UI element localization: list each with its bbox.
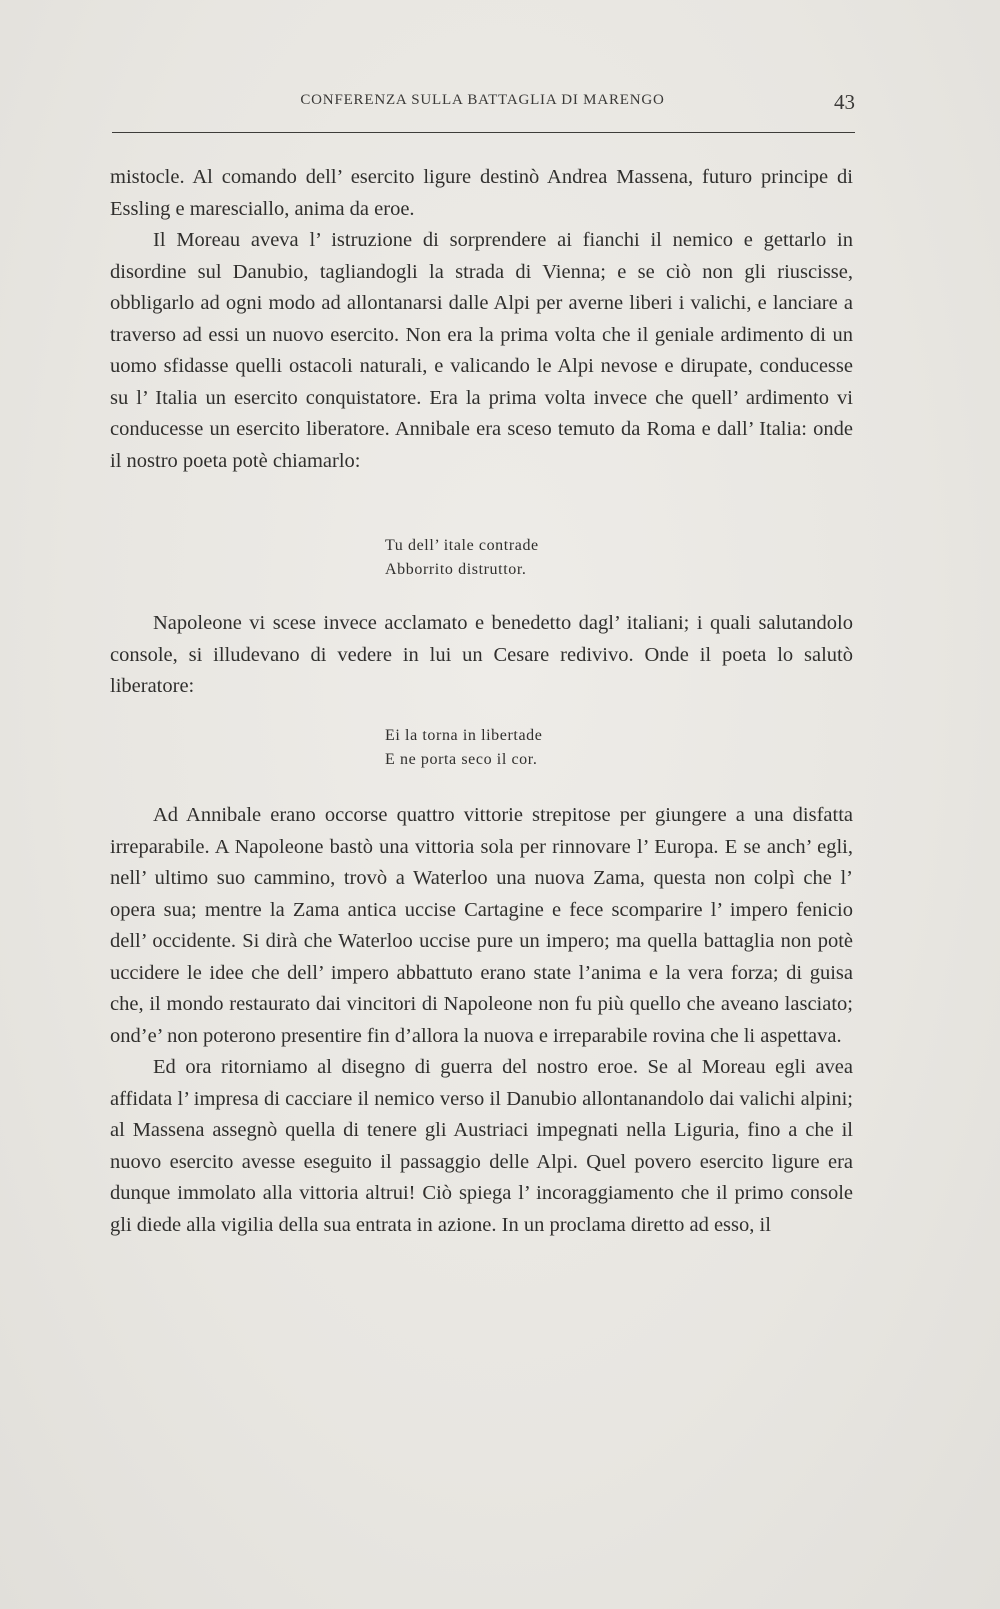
verse-line: Tu dell’ itale contrade: [385, 537, 539, 554]
header-rule: [112, 132, 855, 133]
verse-quote-1: [385, 534, 539, 582]
page-number: 43: [834, 90, 855, 114]
paragraph: Napoleone vi scese invece acclamato e benedetto dagl’ italiani; i quali salutandolo console, si illudevano di vedere in lui un Cesare redivivo. Onde il poeta lo salutò liberatore:: [110, 612, 853, 697]
text-block-1: [110, 162, 853, 477]
verse-line: E ne porta seco il cor.: [385, 751, 538, 768]
paragraph: Ad Annibale erano occorse quattro vittorie strepitose per giungere a una disfatta irreparabile. A Napoleone bastò una vittoria sola per rinnovare l’ Europa. E se anch’ egli, nell’ ultimo suo cammino, trovò a Waterloo una nuova Zama, questa non colpì che l’ opera sua; mentre la Zama antica uccise Cartagine e fece scomparire l’ impero fenicio dell’ occidente. Si dirà che Waterloo uccise pure un impero; ma quella battaglia non potè uccidere le idee che dell’ impero abbattuto erano state l’anima e la vera forza; di guisa che, il mondo restaurato dai vincitori di Napoleone non fu più quello che aveano lasciato; ond’e’ non poterono presentire fin d’allora la nuova e irreparabile rovina che li aspettava.: [110, 804, 853, 1047]
paragraph: mistocle. Al comando dell’ esercito ligure destinò Andrea Massena, futuro principe di Essling e maresciallo, anima da eroe.: [110, 166, 853, 220]
page-header: [110, 92, 855, 122]
paragraph: Il Moreau aveva l’ istruzione di sorprendere ai fianchi il nemico e gettarlo in disordine sul Danubio, tagliandogli la strada di Vienna; e se ciò non gli riuscisse, obbligarlo ad ogni modo ad allontanarsi dalle Alpi per averne liberi i valichi, e lanciare a traverso ad essi un nuovo esercito. Non era la prima volta che il geniale ardimento di un uomo sfidasse quelli ostacoli naturali, e valicando le Alpi nevose e dirupate, conducesse su l’ Italia un esercito conquistatore. Era la prima volta invece che quell’ ardimento vi conducesse un esercito liberatore. Annibale era sceso temuto da Roma e dall’ Italia: onde il nostro poeta potè chiamarlo:: [110, 229, 853, 472]
verse-line: Ei la torna in libertade: [385, 727, 543, 744]
paragraph: Ed ora ritorniamo al disegno di guerra del nostro eroe. Se al Moreau egli avea affidata l’ impresa di cacciare il nemico verso il Danubio allontanandolo dai valichi alpini; al Massena assegnò quella di tenere gli Austriaci impegnati nella Liguria, fino a che il nuovo esercito avesse eseguito il passaggio delle Alpi. Quel povero esercito ligure era dunque immolato alla vittoria altrui! Ciò spiega l’ incoraggiamento che il primo console gli diede alla vigilia della sua entrata in azione. In un proclama diretto ad esso, il: [110, 1056, 853, 1236]
verse-quote-2: [385, 724, 542, 772]
running-head: CONFERENZA SULLA BATTAGLIA DI MARENGO: [300, 92, 665, 108]
text-block-3: [110, 800, 853, 1241]
verse-line: Abborrito distruttor.: [385, 561, 527, 578]
text-block-2: [110, 608, 853, 703]
